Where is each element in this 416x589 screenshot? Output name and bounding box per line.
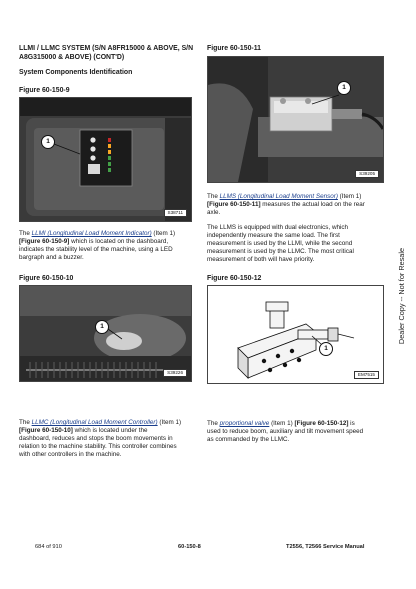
llms-electronics-paragraph bbox=[207, 224, 385, 264]
llms-link[interactable]: LLMS (Longitudinal Load Moment Sensor) bbox=[219, 193, 338, 200]
llmc-link[interactable]: LLMC (Longitudinal Load Moment Controller) bbox=[31, 419, 158, 426]
text-fragment: (Item 1) bbox=[151, 230, 176, 237]
llmi-description bbox=[19, 230, 195, 262]
figure-11-callout: 1 bbox=[337, 81, 351, 95]
text-line: measurement of both will have priority. bbox=[207, 256, 315, 264]
figure-ref: [Figure 60-150-11] bbox=[207, 201, 261, 209]
subsection-heading: System Components Identification bbox=[19, 69, 133, 76]
text-fragment: measures the actual load on the rear bbox=[260, 201, 365, 209]
figure-ref: [Figure 60-150-10] bbox=[19, 427, 73, 435]
llmi-link[interactable]: LLMI (Longitudinal Load Moment Indicator) bbox=[31, 230, 152, 237]
text-line: indicates the stability level of the machine, using a LED bbox=[19, 246, 173, 254]
section-title-line2: A8G315000 & ABOVE) (CONT'D) bbox=[19, 53, 125, 61]
page-code: 60-150-8 bbox=[178, 544, 201, 550]
figure-11-image bbox=[207, 56, 384, 183]
text-fragment: The bbox=[207, 193, 220, 200]
text-line: measurement is used by the LLMC. The most critical bbox=[207, 248, 354, 256]
section-title-line1: LLMI / LLMC SYSTEM (S/N A8FR15000 & ABOVE, S/N bbox=[19, 45, 194, 52]
llmc-description bbox=[19, 419, 195, 459]
text-line: measurement is used by the LLMI, while the second bbox=[207, 240, 353, 248]
text-line: used to reduce boom, auxiliary and tilt movement speed bbox=[207, 428, 364, 436]
text-fragment: which is located under the bbox=[72, 427, 148, 435]
dealer-copy-notice: Dealer Copy -- Not for Resale bbox=[397, 247, 406, 345]
text-fragment: The bbox=[19, 419, 32, 426]
text-fragment: The bbox=[19, 230, 32, 237]
figure-ref: [Figure 60-150-12] bbox=[294, 420, 349, 427]
proportional-valve-description bbox=[207, 420, 385, 444]
text-fragment: The bbox=[207, 420, 220, 427]
figure-10-id: S39226 bbox=[163, 369, 187, 377]
text-line: bargraph and a buzzer. bbox=[19, 254, 84, 262]
text-line: relation to the machine stability. This controller combines bbox=[19, 443, 177, 451]
figure-9-id: S38711 bbox=[164, 209, 188, 217]
figure-ref: [Figure 60-150-9] bbox=[19, 238, 70, 246]
figure-9-image bbox=[19, 97, 192, 222]
text-fragment: (Item 1) bbox=[337, 193, 362, 200]
text-line: The LLMS is equipped with dual electronics, which bbox=[207, 224, 349, 231]
figure-12-callout: 1 bbox=[319, 342, 333, 356]
figure-11-caption: Figure 60-150-11 bbox=[207, 45, 262, 52]
text-line: axle. bbox=[207, 209, 221, 217]
figure-10-callout: 1 bbox=[95, 320, 109, 334]
text-fragment: is bbox=[348, 420, 355, 427]
figure-10-image bbox=[19, 285, 192, 382]
text-line: independently measure the same load. The first bbox=[207, 232, 340, 240]
figure-11-id: S39205 bbox=[355, 170, 379, 178]
text-line: with other controllers in the machine. bbox=[19, 451, 122, 459]
page-count: 684 of 910 bbox=[35, 544, 62, 550]
text-fragment: which is located on the dashboard, bbox=[69, 238, 169, 246]
text-fragment: (Item 1) bbox=[157, 419, 182, 426]
figure-9-callout: 1 bbox=[41, 135, 55, 149]
figure-12-image bbox=[207, 285, 384, 384]
text-line: dashboard, reduces and stops the boom movements in bbox=[19, 435, 173, 443]
figure-10-caption: Figure 60-150-10 bbox=[19, 275, 74, 282]
text-fragment: (Item 1) bbox=[269, 420, 295, 427]
llms-description bbox=[207, 193, 385, 217]
manual-title: T2556, T2566 Service Manual bbox=[286, 544, 365, 550]
proportional-valve-link[interactable]: proportional valve bbox=[219, 420, 270, 427]
figure-12-id: EM7515 bbox=[354, 371, 379, 379]
section-title bbox=[19, 45, 193, 62]
text-line: as commanded by the LLMC. bbox=[207, 436, 290, 444]
figure-12-caption: Figure 60-150-12 bbox=[207, 275, 262, 282]
figure-9-caption: Figure 60-150-9 bbox=[19, 87, 70, 94]
